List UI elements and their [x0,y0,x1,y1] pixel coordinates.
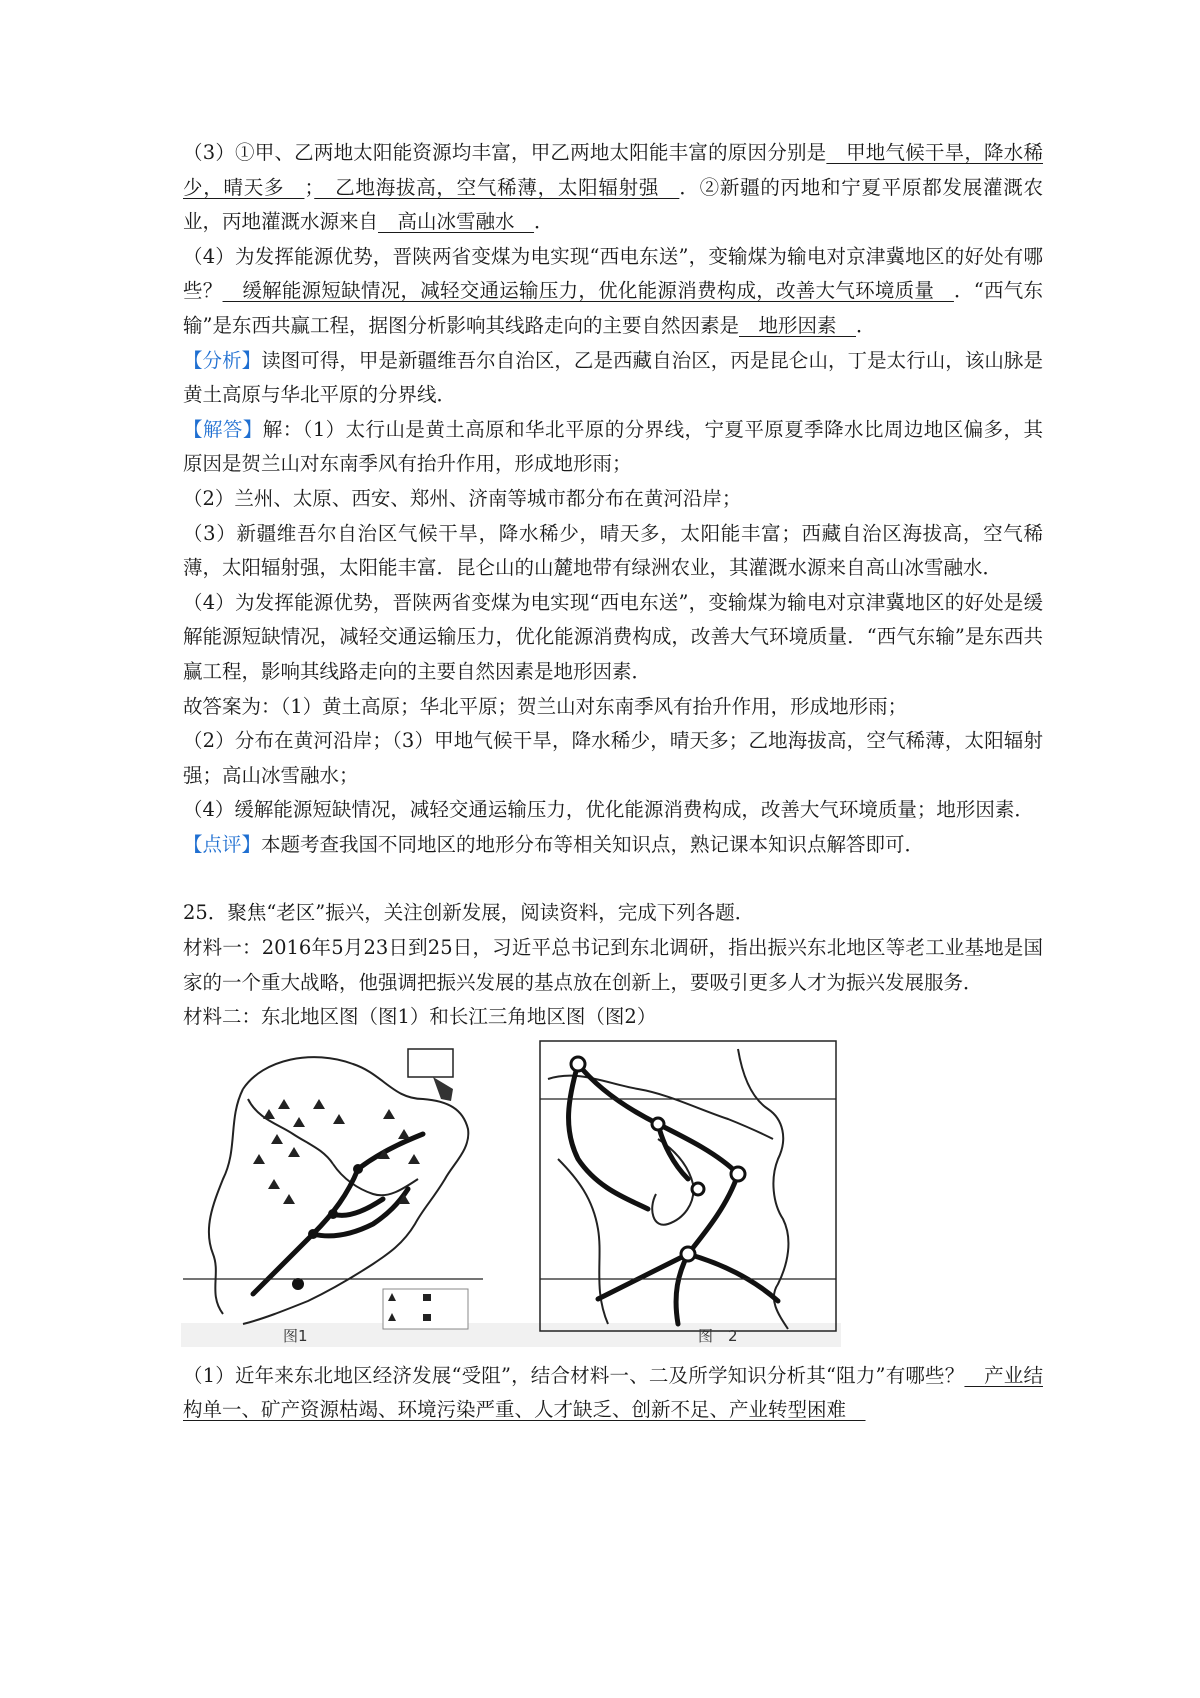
city-dot [308,1229,318,1239]
q3-separator: ； [304,175,315,199]
sub1-question: （1）近年来东北地区经济发展“受阻”，结合材料一、二及所学知识分析其“阻力”有哪些？ [183,1363,965,1387]
figure-2-caption: 图 2 [698,1326,738,1345]
yangtze-delta-map [538,1039,838,1339]
q3-end: ． [534,210,554,234]
inset-marker [433,1077,453,1101]
solution-text: 解：（1）太行山是黄土高原和华北平原的分界线，宁夏平原夏季降水比周边地区偏多，其原因是贺兰山对东南季风有抬升作用，形成地形雨； [183,417,1043,476]
q3-answer-1: 甲地气候干旱，降水稀少，晴天多 [183,141,1043,199]
q4-answer-1: 缓解能源短缺情况，减轻交通运输压力，优化能源消费构成，改善大气环境质量 [222,279,954,303]
city-circle [681,1247,695,1261]
q3-answer-3: 高山冰雪融水 [378,210,535,234]
figure-1-caption: 图1 [283,1326,308,1345]
solution-line-3: （3）新疆维吾尔自治区气候干旱，降水稀少，晴天多，太阳能丰富；西藏自治区海拔高，空气稀薄，太阳辐射强，太阳能丰富．昆仑山的山麓地带有绿洲农业，其灌溉水源来自高山冰雪融水． [183,521,1043,580]
comment-text: 本题考查我国不同地区的地形分布等相关知识点，熟记课本知识点解答即可． [261,832,925,856]
q3-answer-2: 乙地海拔高，空气稀薄，太阳辐射强 [314,175,680,199]
northeast-map [183,1039,483,1339]
question-25-sub-1 [183,1359,1043,1428]
rail-line-b [569,1064,648,1209]
city-circle [571,1057,585,1071]
q4-answer-2: 地形因素 [738,313,856,337]
solution-tag: 【解答】 [183,417,263,441]
city-dot [353,1164,363,1174]
northeast-border [243,1057,468,1324]
answer-summary-3: （4）缓解能源短缺情况，减轻交通运输压力，优化能源消费构成，改善大气环境质量；地形因素． [183,798,1034,822]
question-4 [183,240,1043,344]
comment-paragraph [183,828,1043,863]
rail-line-e [688,1254,778,1301]
city-circle [692,1183,704,1195]
material-2: 材料二：东北地区图（图1）和长江三角地区图（图2） [183,1005,657,1029]
q3-text: （3）①甲、乙两地太阳能资源均丰富，甲乙两地太阳能丰富的原因分别是 [183,141,827,164]
comment-tag: 【点评】 [183,832,262,856]
spacer [183,862,1043,896]
sub1-answer: 产业结构单一、矿产资源枯竭、环境污染严重、人才缺乏、创新不足、产业转型困难 [183,1363,1043,1422]
q4-text: （4）为发挥能源优势，晋陕两省变煤为电实现“西电东送”，变输煤为输电对京津冀地区的好处有哪些？ [183,244,1043,303]
map-figures [183,1039,1043,1359]
question-25-title: 25．聚焦“老区”振兴，关注创新发展，阅读资料，完成下列各题． [183,901,755,925]
city-dot [328,1209,338,1219]
solution-line-1 [183,413,1043,482]
solution-line-4: （4）为发挥能源优势，晋陕两省变煤为电实现“西电东送”，变输煤为输电对京津冀地区的好处是缓解能源短缺情况，减轻交通运输压力，优化能源消费构成，改善大气环境质量．“西气东输”是东西共赢工程，影响其线路走向的主要自然因素是地形因素． [183,590,1043,683]
mountain-symbols [253,1099,420,1204]
question-3 [183,136,1043,240]
answer-summary-2: （2）分布在黄河沿岸；（3）甲地气候干旱，降水稀少，晴天多；乙地海拔高，空气稀薄，太阳辐射强；高山冰雪融水； [183,729,1043,787]
q3-text-2: ．②新疆的丙地和宁夏平原都发展灌溉农业，丙地灌溉水源来自 [183,175,1043,234]
material-1: 材料一：2016年5月23日到25日，习近平总书记到东北调研，指出振兴东北地区等老工业基地是国家的一个重大战略，他强调把振兴发展的基点放在创新上，要吸引更多人才为振兴发展服务． [183,936,1043,994]
map-inset-box [408,1049,453,1077]
answer-summary-1: 故答案为：（1）黄土高原；华北平原；贺兰山对东南季风有抬升作用，形成地形雨； [183,694,908,718]
city-circle [731,1167,745,1181]
city-dot [292,1278,304,1290]
solution-line-2: （2）兰州、太原、西安、郑州、济南等城市都分布在黄河沿岸； [183,486,742,510]
q4-end: ． [856,313,876,337]
analysis-tag: 【分析】 [183,348,262,372]
analysis-text: 读图可得，甲是新疆维吾尔自治区，乙是西藏自治区，丙是昆仑山，丁是太行山，该山脉是黄土高原与华北平原的分界线． [183,348,1043,407]
document-page [183,136,1043,1428]
city-circle [652,1118,664,1130]
analysis-paragraph [183,344,1043,413]
q4-text-2: ．“西气东输”是东西共赢工程，据图分析影响其线路走向的主要自然因素是 [183,279,1043,337]
